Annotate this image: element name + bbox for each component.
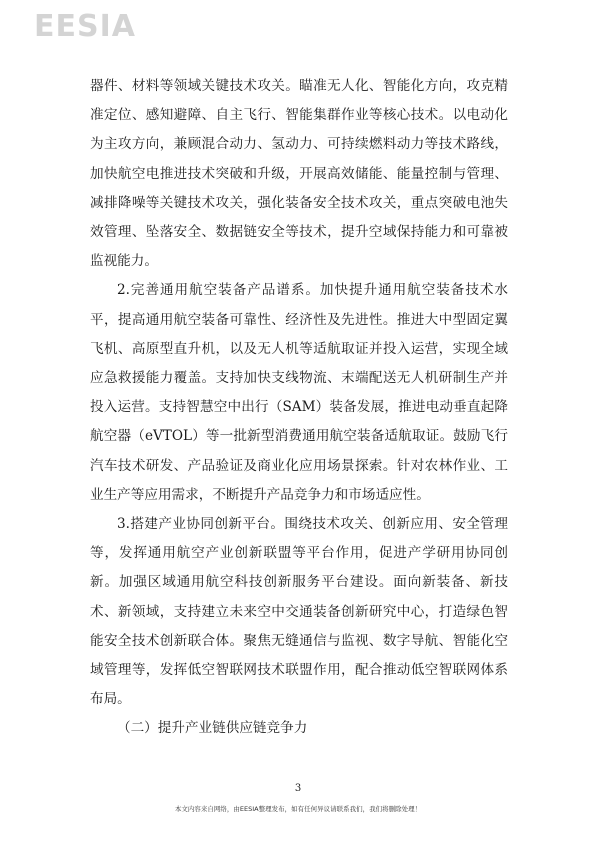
page-number: 3 bbox=[294, 783, 302, 794]
paragraph-1: 器件、材料等领域关键技术攻关。瞄准无人化、智能化方向，攻克精准定位、感知避障、自主飞行、智能集群作业等核心技术。以电动化为主攻方向，兼顾混合动力、氢动力、可持续燃料动力等技术路线，加快航空电推进技术突破和升级，开展高效储能、能量控制与管理、减排降噪等关键技术攻关，强化装备安全技术攻关，重点突破电池失效管理、坠落安全、数据链安全等技术，提升空域保持能力和可靠被监视能力。 bbox=[90, 78, 508, 270]
footer-disclaimer: 本文内容来自网络，由EESIA整理发布，如有任何异议请联系我们，我们将删除处理！ bbox=[174, 805, 422, 813]
section-subheading: （二）提升产业链供应链竞争力 bbox=[117, 720, 308, 737]
document-body bbox=[90, 72, 508, 744]
eesia-logo: EESIA bbox=[34, 9, 136, 44]
paragraph-2: 2.完善通用航空装备产品谱系。加快提升通用航空装备技术水平，提高通用航空装备可靠性、经济性及先进性。推进大中型固定翼飞机、高原型直升机，以及无人机等适航取证并投入运营，实现全域应急救援能力覆盖。支持加快支线物流、末端配送无人机研制生产并投入运营。支持智慧空中出行（SAM）装备发展，推进电动垂直起降航空器（eVTOL）等一批新型消费通用航空装备适航取证。鼓励飞行汽车技术研发、产品验证及商业化应用场景探索。针对农林作业、工业生产等应用需求，不断提升产品竞争力和市场适应性。 bbox=[90, 282, 508, 503]
paragraph-3: 3.搭建产业协同创新平台。围绕技术攻关、创新应用、安全管理等，发挥通用航空产业创新联盟等平台作用，促进产学研用协同创新。加强区域通用航空科技创新服务平台建设。面向新装备、新技术、新领域，支持建立未来空中交通装备创新研究中心，打造绿色智能安全技术创新联合体。聚焦无缝通信与监视、数字导航、智能化空域管理等，发挥低空智联网技术联盟作用，配合推动低空智联网体系布局。 bbox=[90, 516, 508, 708]
